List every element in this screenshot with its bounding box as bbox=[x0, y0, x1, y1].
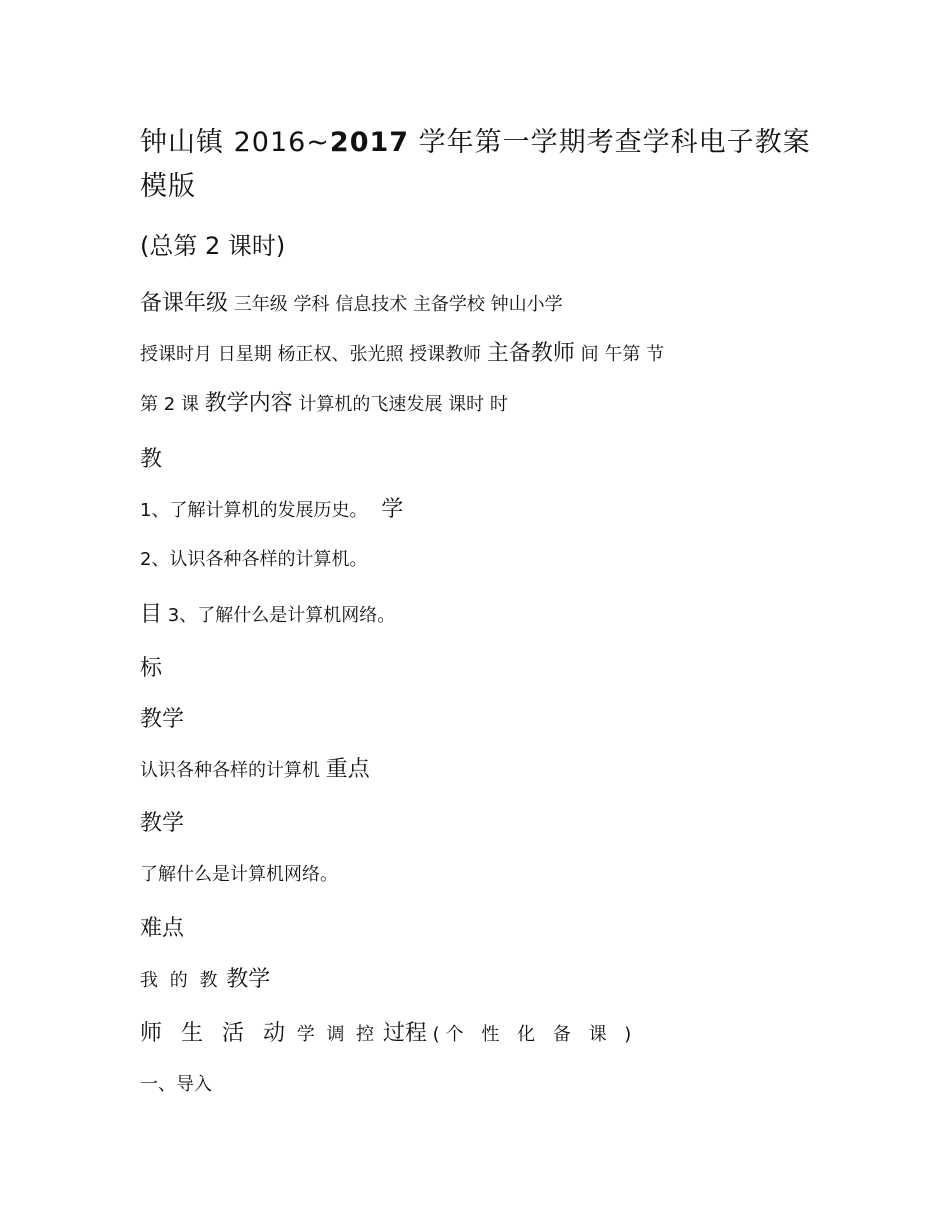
teach-row bbox=[140, 336, 664, 367]
key-point-label-right: 重点 bbox=[325, 757, 370, 782]
title-part1: 钟山镇 2016~ bbox=[140, 127, 330, 158]
teach-row-text1: 授课时月 日星期 杨正权、张光照 授课教师 bbox=[140, 344, 482, 365]
prep-grade-label: 备课年级 bbox=[140, 291, 229, 316]
difficulty-label-top: 教学 bbox=[140, 811, 185, 836]
prep-row bbox=[140, 286, 563, 317]
title-part3: 学年第一学期考查学科电子教案 bbox=[409, 127, 811, 158]
document-title-line2: 模版 bbox=[140, 171, 196, 202]
lesson-row-text1: 第 2 课 bbox=[140, 394, 199, 415]
lesson-row-text2: 计算机的飞速发展 课时 时 bbox=[298, 394, 508, 415]
main-teacher-label: 主备教师 bbox=[486, 341, 575, 366]
title-year-bold: 2017 bbox=[329, 127, 410, 158]
process-row-1 bbox=[140, 962, 270, 993]
goals-label-2: 学 bbox=[381, 497, 404, 522]
goal-item-3-row bbox=[140, 597, 395, 628]
goals-label-1: 教 bbox=[140, 447, 163, 472]
key-point-content: 认识各种各样的计算机 bbox=[140, 760, 320, 781]
lesson-row bbox=[140, 386, 508, 417]
process-row-1-small: 我 的 教 bbox=[140, 970, 221, 991]
process-row-2-small2: (个 性 化 备 课 ) bbox=[432, 1024, 638, 1045]
teaching-content-label: 教学内容 bbox=[204, 391, 293, 416]
difficulty-content: 了解什么是计算机网络。 bbox=[140, 864, 338, 885]
difficulty-label-bottom: 难点 bbox=[140, 916, 185, 941]
key-point-label-top: 教学 bbox=[140, 707, 185, 732]
process-row-2-big1: 师 生 活 动 bbox=[140, 1021, 291, 1046]
goal-item-1-text: 1、了解计算机的发展历史。 bbox=[140, 500, 368, 521]
teach-row-text2: 间 午第 节 bbox=[580, 344, 665, 365]
period-count: (总第 2 课时) bbox=[140, 232, 286, 260]
goal-item-1 bbox=[140, 492, 403, 523]
process-row-2-small1: 学 调 控 bbox=[296, 1024, 378, 1045]
goals-label-4: 标 bbox=[140, 656, 163, 681]
prep-row-text: 三年级 学科 信息技术 主备学校 钟山小学 bbox=[233, 294, 563, 315]
section-heading-intro: 一、导入 bbox=[140, 1074, 212, 1095]
key-point-row bbox=[140, 752, 370, 783]
goal-item-2: 2、认识各种各样的计算机。 bbox=[140, 549, 368, 570]
process-row-2-big2: 过程 bbox=[382, 1021, 427, 1046]
goal-item-3: 3、了解什么是计算机网络。 bbox=[167, 605, 396, 626]
process-row-2 bbox=[140, 1016, 637, 1047]
document-title bbox=[140, 120, 811, 159]
process-row-1-big: 教学 bbox=[226, 967, 271, 992]
goals-label-3: 目 bbox=[140, 602, 163, 627]
